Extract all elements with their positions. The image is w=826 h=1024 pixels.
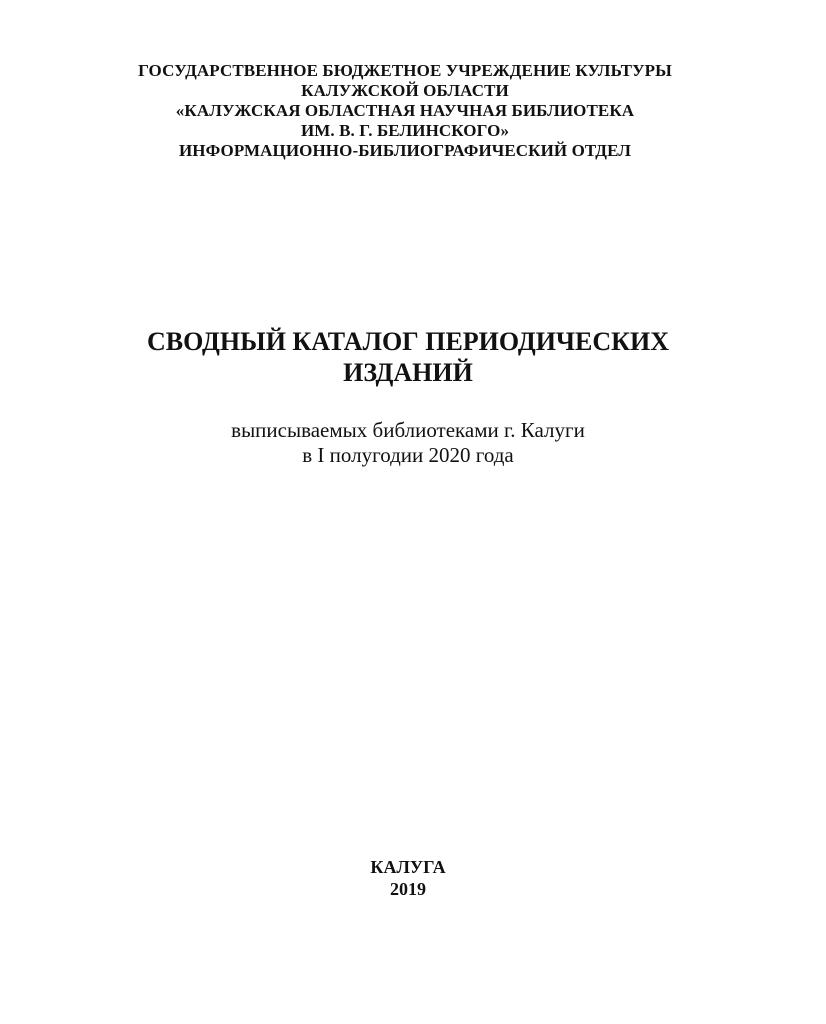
institution-header (0, 61, 810, 161)
header-line-5: ИНФОРМАЦИОННО-БИБЛИОГРАФИЧЕСКИЙ ОТДЕЛ (178, 141, 632, 160)
subtitle-line-2: в I полугодии 2020 года (302, 443, 514, 467)
subtitle-line-1: выписываемых библиотеками г. Калуги (231, 418, 585, 442)
header-line-2: КАЛУЖСКОЙ ОБЛАСТИ (301, 81, 509, 100)
title-line-2: ИЗДАНИЙ (343, 358, 473, 387)
header-line-4: ИМ. В. Г. БЕЛИНСКОГО» (300, 121, 510, 140)
publication-year: 2019 (390, 879, 426, 899)
document-title (0, 326, 816, 388)
title-line-1: СВОДНЫЙ КАТАЛОГ ПЕРИОДИЧЕСКИХ (147, 327, 669, 356)
document-subtitle (0, 418, 816, 468)
header-line-1: ГОСУДАРСТВЕННОЕ БЮДЖЕТНОЕ УЧРЕЖДЕНИЕ КУЛЬТУРЫ (138, 61, 672, 80)
publication-imprint (0, 856, 816, 900)
publication-city: КАЛУГА (370, 857, 446, 877)
header-line-3: «КАЛУЖСКАЯ ОБЛАСТНАЯ НАУЧНАЯ БИБЛИОТЕКА (175, 101, 635, 120)
